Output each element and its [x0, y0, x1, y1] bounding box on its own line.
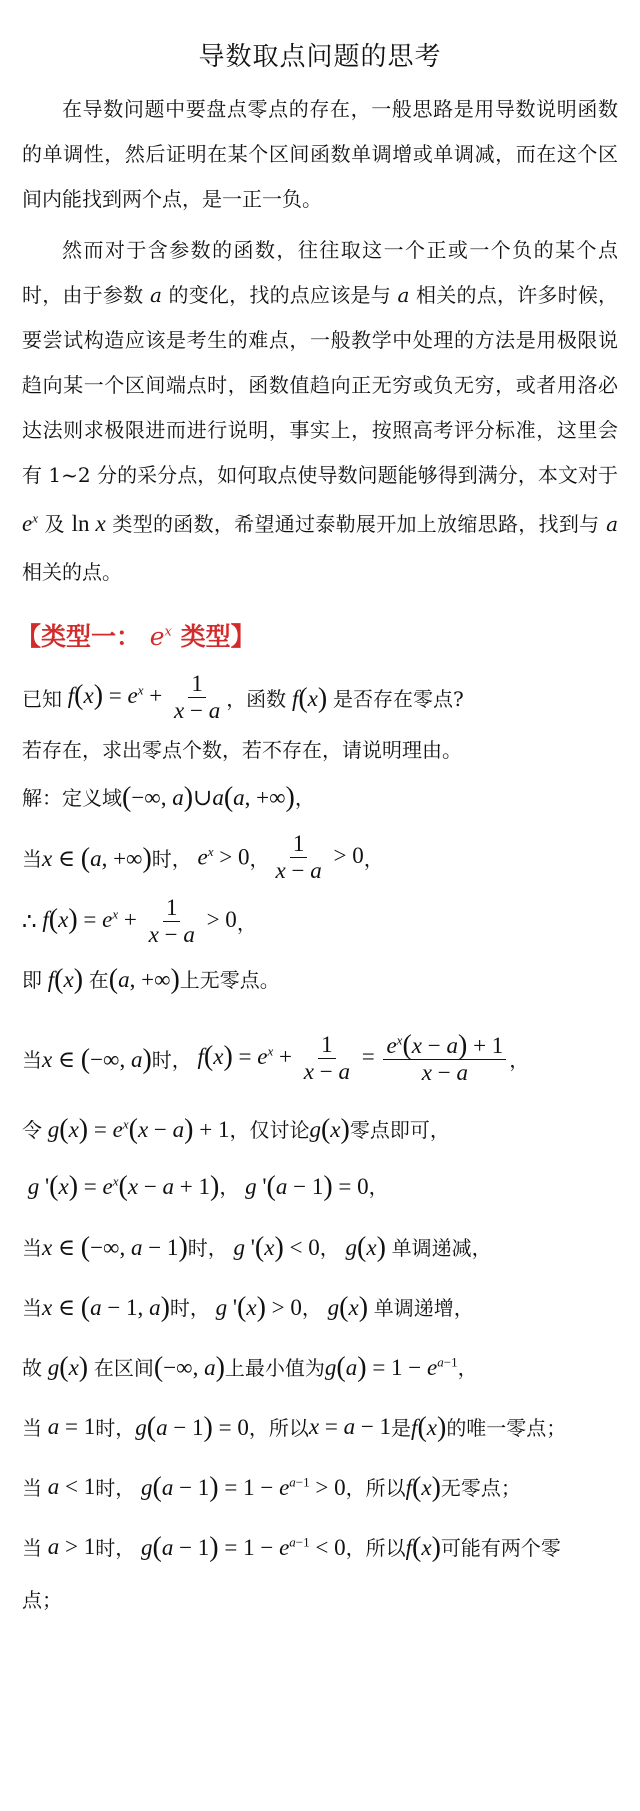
- solution-line-11: 当 a = 1 时， g(a − 1) = 0 ，所以 x = a − 1 是 f(x) 的唯一零点；: [22, 1411, 567, 1443]
- intro-p2-text-c: 相关的点，许多时候，要尝试构造应该是考生的难点，一般教学中处理的方法是用极限说趋向某一个区间端点时，函数值趋向正无穷或负无穷，或者用洛必达法则求极限进而进行说明，事实上，按照高考评分标准，这里会有 1~2 分的采分点，如何取点使导数问题能够得到满分，本文对于: [22, 283, 619, 487]
- solution-line-2: 当 x ∈ (a, +∞) 时， $e^x > 0$ ， $\frac{1}{x - a}$ > 0 ，: [22, 830, 384, 884]
- formula-x-root: x = a − 1: [308, 1413, 392, 1439]
- formula-a-gt-1: a > 1: [47, 1533, 96, 1559]
- formula-f-pos: $f(x) = e^x$ + $\frac{1}{x - a}$ > 0: [42, 894, 237, 948]
- formula-interval-2: x ∈ (−∞, a): [42, 1043, 152, 1075]
- formula-g-min: $g(a) = 1 - e^{a-1}$: [324, 1351, 458, 1383]
- formula-g-pos: $g(a - 1) = 1 - e^{a-1} > 0$: [140, 1471, 346, 1503]
- ln-term: ln x: [71, 511, 106, 536]
- solution-line-4: 即 f(x) 在 (a, +∞) 上无零点。: [22, 963, 280, 995]
- formula-gx: g(x): [345, 1231, 386, 1263]
- formula-interval-1: x ∈ (a, +∞): [42, 842, 152, 874]
- exp-term: $e^x$: [22, 510, 38, 536]
- formula-domain: (−∞, a)∪a(a, +∞): [122, 781, 295, 813]
- formula-gprime-neg: g '(x) < 0: [233, 1231, 320, 1263]
- param-a: a: [397, 283, 410, 307]
- solution-domain: 解：定义域 (−∞, a)∪a(a, +∞) ，: [22, 781, 315, 813]
- formula-frac-pos: $\frac{1}{x - a}$ > 0: [275, 830, 364, 884]
- formula-fx: f(x): [405, 1531, 441, 1563]
- formula-a-eq-1: a = 1: [47, 1413, 96, 1439]
- formula-g-derivative: g '$(x) = e^x(x - a + 1)$: [27, 1170, 220, 1202]
- formula-ex-pos: $e^x > 0$: [197, 844, 250, 871]
- formula-fx: f(x): [47, 963, 84, 995]
- param-a: a: [606, 512, 619, 536]
- formula-f-combined: $f(x) = e^x$ + $\frac{1}{x - a}$ = $\frac{e^x(x - a) + 1}{x - a}$: [192, 1031, 510, 1087]
- formula-interval-2: (−∞, a): [153, 1351, 225, 1383]
- formula-interval-4: x ∈ (a − 1, a): [42, 1291, 170, 1323]
- formula-interval-3: x ∈ (−∞, a − 1): [42, 1231, 188, 1263]
- solution-line-10: 故 g(x) 在区间 (−∞, a) 上最小值为 $g(a) = 1 - e^{a-1}$ ，: [22, 1351, 478, 1383]
- param-a: a: [149, 283, 162, 307]
- section-heading-type-1: 【类型一： $e^x$ 类型】: [16, 621, 256, 651]
- formula-fx: f(x): [291, 682, 328, 714]
- formula-gx: g(x): [309, 1113, 350, 1145]
- intro-p2-text-d: 及: [44, 512, 65, 536]
- formula-gx: g(x): [47, 1351, 89, 1383]
- intro-p2-text-b: 的变化，找的点应该是与: [168, 283, 391, 307]
- solution-line-8: 当 x ∈ (−∞, a − 1) 时， g '(x) < 0 ， g(x) 单调递减，: [22, 1231, 492, 1263]
- question-line-1: 已知 $f(x) = e^x$ + $\frac{1}{x - a}$ ，函数 f(x) 是否存在零点?: [22, 670, 464, 724]
- intro-p2-text-a: 然而对于含参数的函数，往往取这一个正或一个负的某个点时，由于参数: [22, 238, 618, 307]
- solution-line-14: 点；: [22, 1588, 62, 1613]
- intro-p2-text-f: 相关的点。: [22, 559, 122, 584]
- formula-interval-1: (a, +∞): [108, 963, 180, 995]
- solution-line-5: 当 x ∈ (−∞, a) 时， $f(x) = e^x$ + $\frac{1}{x - a}$ = $\frac{e^x(x - a) + 1}{x - a}$ ，: [22, 1029, 530, 1086]
- solution-line-7: g '$(x) = e^x(x - a + 1)$ ， g '(a − 1) = 0 ，: [22, 1155, 618, 1217]
- solution-line-12: 当 a < 1 时， $g(a - 1) = 1 - e^{a-1} > 0$ ，所以 f(x) 无零点；: [22, 1471, 521, 1503]
- page-title: 导数取点问题的思考: [198, 42, 442, 72]
- solution-line-6: 令 $g(x) = e^x(x - a) + 1$ ，仅讨论 g(x) 零点即可，: [22, 1113, 450, 1145]
- solution-line-9: 当 x ∈ (a − 1, a) 时， g '(x) > 0 ， g(x) 单调递增，: [22, 1291, 474, 1323]
- formula-fx: f(x): [405, 1471, 441, 1503]
- formula-gprime-pos: g '(x) > 0: [215, 1291, 302, 1323]
- intro-paragraph-1: 在导数问题中要盘点零点的存在，一般思路是用导数说明函数的单调性，然后证明在某个区间函数单调增或单调减，而在这个区间内能找到两个点，是一正一负。: [22, 97, 618, 211]
- formula-f-def: $f(x) = e^x$ + $\frac{1}{x - a}$: [67, 670, 221, 724]
- formula-g-neg: $g(a - 1) = 1 - e^{a-1} < 0$: [140, 1531, 346, 1563]
- formula-a-lt-1: a < 1: [47, 1473, 96, 1499]
- solution-line-3: ∴ $f(x) = e^x$ + $\frac{1}{x - a}$ > 0 ，: [22, 894, 257, 948]
- formula-gx: g(x): [327, 1291, 369, 1323]
- intro-p2-text-e: 类型的函数，希望通过泰勒展开加上放缩思路，找到与: [112, 512, 600, 536]
- formula-fx: f(x): [411, 1411, 447, 1443]
- formula-g-crit: g '(a − 1) = 0: [245, 1170, 369, 1202]
- question-line-2: 若存在，求出零点个数，若不存在，请说明理由。: [22, 738, 462, 763]
- formula-g-def: $g(x) = e^x(x - a) + 1$: [47, 1113, 230, 1145]
- intro-paragraph-2: [22, 228, 618, 595]
- solution-line-13: 当 a > 1 时， $g(a - 1) = 1 - e^{a-1} < 0$ ，所以 f(x) 可能有两个零: [22, 1531, 561, 1563]
- formula-g-zero: g(a − 1) = 0: [135, 1411, 249, 1443]
